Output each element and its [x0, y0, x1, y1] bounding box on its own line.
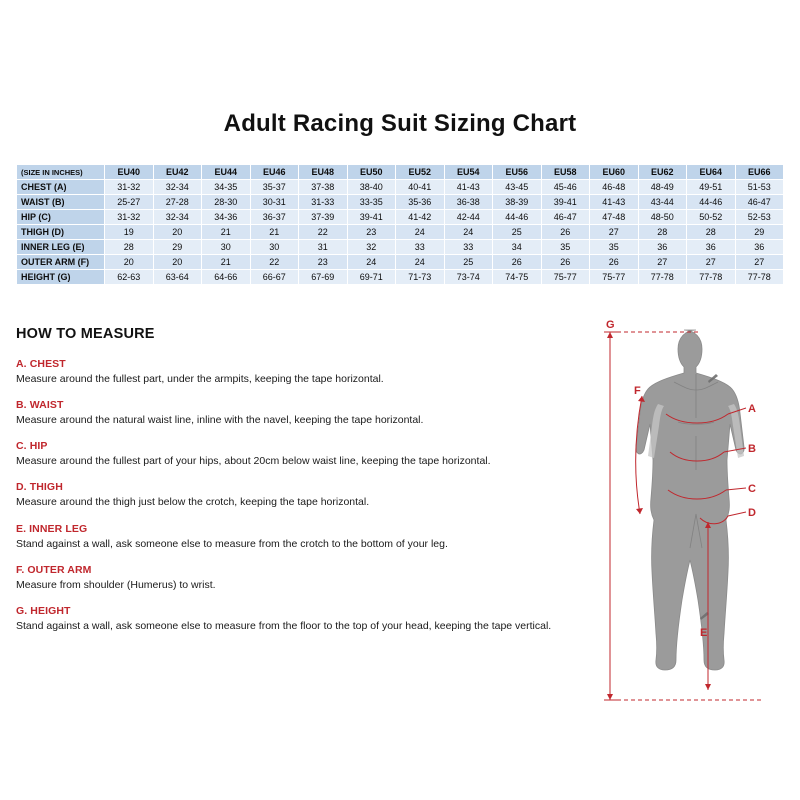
column-header: EU62 [638, 165, 687, 180]
table-cell: 35 [590, 240, 639, 255]
table-cell: 66-67 [250, 270, 299, 285]
table-cell: 36 [638, 240, 687, 255]
column-header: EU44 [202, 165, 251, 180]
sizing-table [16, 164, 784, 285]
table-cell: 36 [687, 240, 736, 255]
table-cell: 31-32 [105, 210, 154, 225]
table-cell: 28 [638, 225, 687, 240]
table-cell: 37-39 [299, 210, 348, 225]
table-cell: 46-47 [541, 210, 590, 225]
table-cell: 33 [444, 240, 493, 255]
table-cell: 39-41 [541, 195, 590, 210]
table-cell: 29 [735, 225, 784, 240]
table-cell: 27 [687, 255, 736, 270]
column-header: EU64 [687, 165, 736, 180]
column-header: EU66 [735, 165, 784, 180]
measure-item-waist [16, 399, 596, 427]
table-cell: 46-48 [590, 180, 639, 195]
measure-item-text: Measure around the fullest part of your hips, about 20cm below waist line, keeping the tape horizontal. [16, 455, 491, 468]
measure-item-title: B. WAIST [16, 399, 64, 412]
table-cell: 21 [250, 225, 299, 240]
measure-item-inner-leg [16, 523, 596, 551]
table-cell: 34 [493, 240, 542, 255]
table-cell: 20 [105, 255, 154, 270]
table-cell: 30 [250, 240, 299, 255]
table-cell: 25-27 [105, 195, 154, 210]
table-cell: 33 [396, 240, 445, 255]
table-row [17, 240, 784, 255]
table-cell: 24 [396, 255, 445, 270]
table-cell: 23 [347, 225, 396, 240]
table-row [17, 210, 784, 225]
label-b: B [748, 443, 756, 455]
measure-item-title: C. HIP [16, 440, 48, 453]
table-cell: 38-39 [493, 195, 542, 210]
table-cell: 27 [638, 255, 687, 270]
table-cell: 44-46 [493, 210, 542, 225]
table-cell: 51-53 [735, 180, 784, 195]
table-cell: 77-78 [687, 270, 736, 285]
row-label: OUTER ARM (F) [17, 255, 105, 270]
measure-item-title: D. THIGH [16, 481, 63, 494]
table-cell: 29 [153, 240, 202, 255]
table-cell: 28-30 [202, 195, 251, 210]
table-cell: 52-53 [735, 210, 784, 225]
table-cell: 75-77 [541, 270, 590, 285]
table-cell: 26 [541, 225, 590, 240]
table-cell: 43-44 [638, 195, 687, 210]
column-header: EU54 [444, 165, 493, 180]
measure-item-hip [16, 440, 596, 468]
table-cell: 73-74 [444, 270, 493, 285]
measure-item-text: Measure from shoulder (Humerus) to wrist. [16, 578, 216, 591]
column-header: EU42 [153, 165, 202, 180]
table-cell: 38-40 [347, 180, 396, 195]
table-cell: 20 [153, 225, 202, 240]
measure-item-title: F. OUTER ARM [16, 563, 92, 576]
page-title: Adult Racing Suit Sizing Chart [223, 110, 577, 137]
table-cell: 21 [202, 225, 251, 240]
column-header: EU50 [347, 165, 396, 180]
row-label: WAIST (B) [17, 195, 105, 210]
table-cell: 24 [396, 225, 445, 240]
table-cell: 28 [105, 240, 154, 255]
measure-item-title: A. CHEST [16, 358, 66, 370]
table-cell: 33-35 [347, 195, 396, 210]
table-cell: 22 [250, 255, 299, 270]
body-silhouette [636, 330, 744, 670]
table-cell: 21 [202, 255, 251, 270]
table-row [17, 255, 784, 270]
table-cell: 41-42 [396, 210, 445, 225]
table-cell: 44-46 [687, 195, 736, 210]
table-cell: 24 [347, 255, 396, 270]
column-header: EU40 [105, 165, 154, 180]
how-to-measure-section [16, 326, 596, 646]
table-cell: 48-49 [638, 180, 687, 195]
table-cell: 35 [541, 240, 590, 255]
measure-item-height [16, 605, 596, 633]
table-cell: 71-73 [396, 270, 445, 285]
table-cell: 45-46 [541, 180, 590, 195]
table-cell: 49-51 [687, 180, 736, 195]
row-label: INNER LEG (E) [17, 240, 105, 255]
table-cell: 20 [153, 255, 202, 270]
table-cell: 35-36 [396, 195, 445, 210]
table-cell: 77-78 [735, 270, 784, 285]
table-cell: 25 [444, 255, 493, 270]
label-f: F [634, 385, 641, 397]
table-cell: 42-44 [444, 210, 493, 225]
table-row [17, 195, 784, 210]
column-header: EU56 [493, 165, 542, 180]
table-cell: 64-66 [202, 270, 251, 285]
table-cell: 24 [444, 225, 493, 240]
table-cell: 34-35 [202, 180, 251, 195]
measure-item-title: G. HEIGHT [16, 604, 71, 617]
row-label: CHEST (A) [17, 180, 105, 195]
label-d: D [748, 507, 756, 519]
table-cell: 74-75 [493, 270, 542, 285]
table-cell: 26 [493, 255, 542, 270]
sizing-table-container [16, 164, 784, 285]
table-cell: 32-34 [153, 180, 202, 195]
table-cell: 36-37 [250, 210, 299, 225]
table-row [17, 270, 784, 285]
table-cell: 31-33 [299, 195, 348, 210]
row-label: HIP (C) [17, 210, 105, 225]
table-cell: 40-41 [396, 180, 445, 195]
table-cell: 39-41 [347, 210, 396, 225]
table-cell: 34-36 [202, 210, 251, 225]
table-cell: 32-34 [153, 210, 202, 225]
table-cell: 30 [202, 240, 251, 255]
table-cell: 37-38 [299, 180, 348, 195]
table-cell: 50-52 [687, 210, 736, 225]
table-cell: 25 [493, 225, 542, 240]
table-cell: 27 [735, 255, 784, 270]
table-cell: 30-31 [250, 195, 299, 210]
measure-item-outer-arm [16, 564, 596, 592]
table-cell: 41-43 [444, 180, 493, 195]
column-header: EU52 [396, 165, 445, 180]
table-cell: 62-63 [105, 270, 154, 285]
table-cell: 46-47 [735, 195, 784, 210]
table-cell: 28 [687, 225, 736, 240]
table-cell: 69-71 [347, 270, 396, 285]
table-cell: 27 [590, 225, 639, 240]
table-cell: 31 [299, 240, 348, 255]
column-header: EU48 [299, 165, 348, 180]
table-cell: 48-50 [638, 210, 687, 225]
label-g: G [606, 319, 615, 331]
table-cell: 31-32 [105, 180, 154, 195]
table-cell: 23 [299, 255, 348, 270]
table-header-row [17, 165, 784, 180]
row-label: HEIGHT (G) [17, 270, 105, 285]
table-cell: 26 [590, 255, 639, 270]
label-c: C [748, 483, 756, 495]
table-cell: 22 [299, 225, 348, 240]
label-a: A [748, 403, 756, 415]
table-corner-label: (SIZE IN INCHES) [17, 165, 105, 180]
table-cell: 67-69 [299, 270, 348, 285]
table-cell: 36 [735, 240, 784, 255]
measure-item-text: Measure around the natural waist line, inline with the navel, keeping the tape horizontal. [16, 414, 424, 427]
table-cell: 35-37 [250, 180, 299, 195]
body-measurement-diagram [596, 318, 796, 718]
table-row [17, 180, 784, 195]
table-cell: 75-77 [590, 270, 639, 285]
label-e: E [700, 627, 708, 639]
measure-item-thigh [16, 481, 596, 509]
table-cell: 43-45 [493, 180, 542, 195]
measure-item-text: Measure around the thigh just below the crotch, keeping the tape horizontal. [16, 496, 370, 509]
column-header: EU58 [541, 165, 590, 180]
measure-item-text: Stand against a wall, ask someone else to measure from the crotch to the bottom of your leg. [16, 537, 448, 550]
table-cell: 36-38 [444, 195, 493, 210]
table-cell: 77-78 [638, 270, 687, 285]
table-cell: 19 [105, 225, 154, 240]
table-cell: 27-28 [153, 195, 202, 210]
measure-item-text: Stand against a wall, ask someone else to measure from the floor to the top of your head, keeping the tape vertical. [16, 619, 552, 632]
how-to-measure-heading: HOW TO MEASURE [16, 326, 155, 342]
table-cell: 47-48 [590, 210, 639, 225]
table-cell: 41-43 [590, 195, 639, 210]
table-body [17, 180, 784, 285]
row-label: THIGH (D) [17, 225, 105, 240]
table-header [17, 165, 784, 180]
column-header: EU46 [250, 165, 299, 180]
table-cell: 26 [541, 255, 590, 270]
column-header: EU60 [590, 165, 639, 180]
measure-item-title: E. INNER LEG [16, 522, 88, 535]
table-cell: 32 [347, 240, 396, 255]
table-row [17, 225, 784, 240]
measure-item-text: Measure around the fullest part, under the armpits, keeping the tape horizontal. [16, 373, 384, 385]
table-cell: 63-64 [153, 270, 202, 285]
measure-item-chest [16, 358, 596, 386]
